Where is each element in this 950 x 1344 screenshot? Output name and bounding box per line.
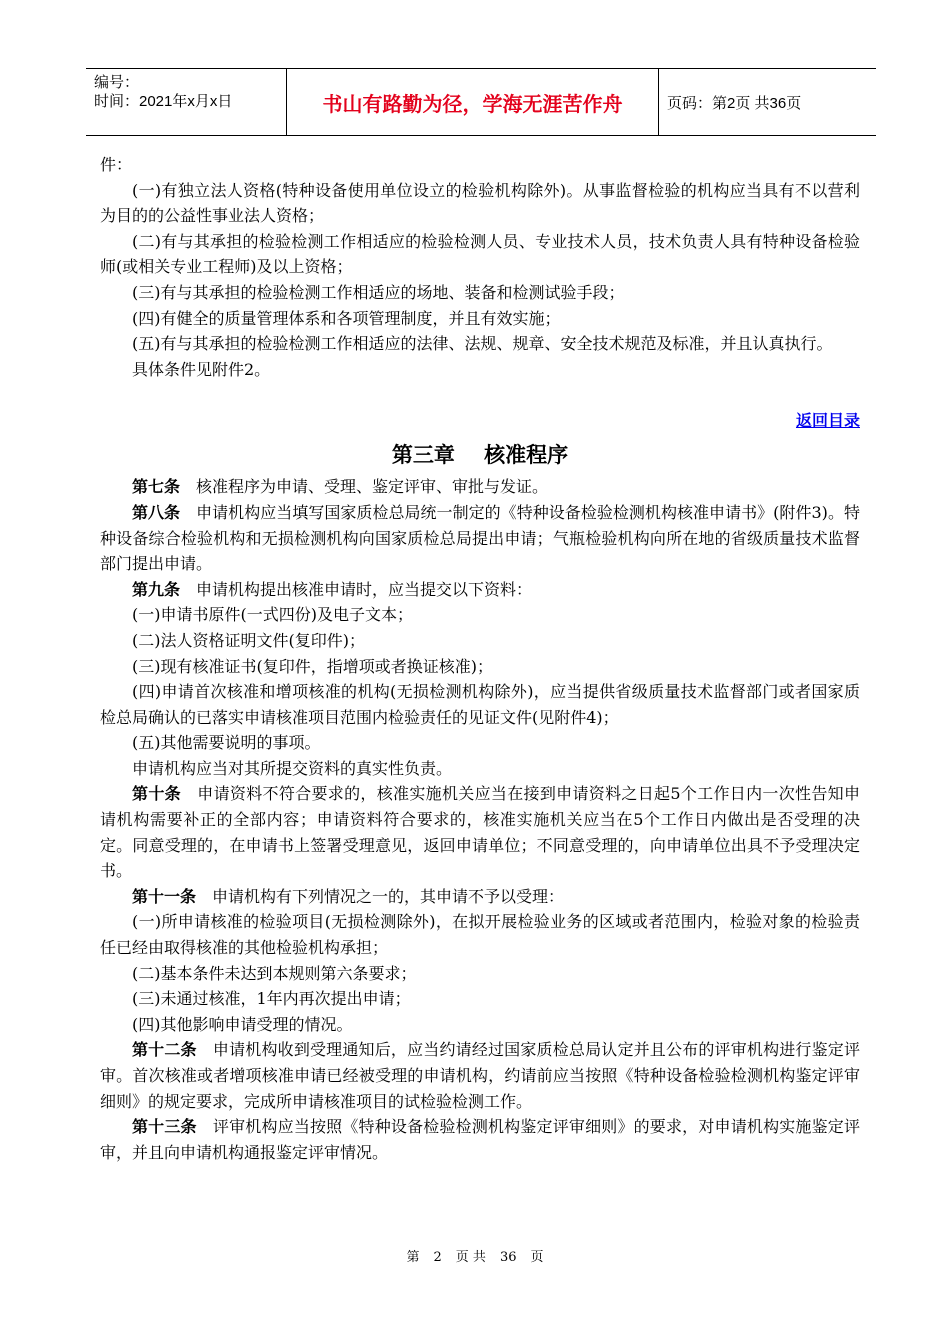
return-to-toc-link[interactable]: 返回目录 xyxy=(795,411,860,431)
paragraph: (五)有与其承担的检验检测工作相适应的法律、法规、规章、安全技术规范及标准，并且认真执行。 xyxy=(132,334,833,354)
article-paragraph xyxy=(100,781,860,883)
article-paragraph xyxy=(100,1037,860,1114)
list-item: (三)现有核准证书(复印件，指增项或者换证核准)； xyxy=(132,656,493,676)
paragraph: (三)有与其承担的检验检测工作相适应的场地、装备和检测试验手段； xyxy=(132,282,625,302)
paragraph: (二)有与其承担的检验检测工作相适应的检验检测人员、专业技术人员，技术负责人具有特种设备检验师(或相关专业工程师)及以上资格； xyxy=(100,231,860,277)
article-paragraph xyxy=(100,884,860,910)
article-label: 第十二条 xyxy=(132,1040,197,1060)
article-paragraph xyxy=(100,474,860,500)
list-item: (四)申请首次核准和增项核准的机构(无损检测机构除外)，应当提供省级质量技术监督部门或者国家质检总局确认的已落实申请核准项目范围内检验责任的见证文件(见附件4)； xyxy=(100,682,860,727)
list-item: (四)其他影响申请受理的情况。 xyxy=(132,1014,353,1034)
article-text: 评审机构应当按照《特种设备检验检测机构鉴定评审细则》的要求，对申请机构实施鉴定评审，并且向申请机构通报鉴定评审情况。 xyxy=(100,1117,860,1162)
footer-total-pages: 36 xyxy=(499,1250,517,1265)
article-label: 第十条 xyxy=(132,784,181,804)
paragraph: (一)有独立法人资格(特种设备使用单位设立的检验机构除外)。从事监督检验的机构应当具有不以营利为目的的公益性事业法人资格； xyxy=(100,180,860,226)
article-text: 申请资料不符合要求的，核准实施机关应当在接到申请资料之日起5个工作日内一次性告知申请机构需要补正的全部内容；申请资料符合要求的，核准实施机关应当在5个工作日内做出是否受理的决定。同意受理的，在申请书上签署受理意见，返回申请单位；不同意受理的，向申请单位出具不予受理决定书。 xyxy=(100,784,860,881)
article-paragraph xyxy=(100,500,860,577)
footer-prefix: 第 xyxy=(406,1250,420,1265)
article-text: 核准程序为申请、受理、鉴定评审、审批与发证。 xyxy=(196,477,549,497)
footer-page-number: 2 xyxy=(433,1250,442,1265)
chapter-title: 第三章 核准程序 xyxy=(391,443,569,468)
paragraph: 申请机构应当对其所提交资料的真实性负责。 xyxy=(132,758,453,778)
header-page-info: 页码：第2页 共36页 xyxy=(667,94,802,112)
doc-number-label: 编号： xyxy=(94,74,140,91)
list-item: (一)所申请核准的检验项目(无损检测除外)，在拟开展检验业务的区域或者范围内，检验对象的检验责任已经由取得核准的其他检验机构承担； xyxy=(100,912,860,958)
paragraph: 件： xyxy=(100,155,133,174)
header-meta xyxy=(86,69,286,135)
document-body xyxy=(100,152,860,1165)
article-label: 第八条 xyxy=(132,502,181,522)
header-motto: 书山有路勤为径，学海无涯苦作舟 xyxy=(286,69,659,135)
article-label: 第九条 xyxy=(132,579,181,599)
page-header xyxy=(86,68,876,136)
article-label: 第七条 xyxy=(132,477,181,497)
page-footer xyxy=(0,1246,950,1265)
article-paragraph xyxy=(100,1114,860,1165)
article-text: 申请机构收到受理通知后，应当约请经过国家质检总局认定并且公布的评审机构进行鉴定评审。首次核准或者增项核准申请已经被受理的申请机构，约请前应当按照《特种设备检验检测机构鉴定评审细则》的规定要求，完成所申请核准项目的试检验检测工作。 xyxy=(100,1040,860,1111)
article-paragraph xyxy=(100,577,860,603)
article-text: 申请机构提出核准申请时，应当提交以下资料： xyxy=(196,579,533,599)
list-item: (三)未通过核准，1年内再次提出申请； xyxy=(132,989,411,1009)
article-text: 申请机构有下列情况之一的，其申请不予以受理： xyxy=(212,886,565,906)
list-item: (二)基本条件未达到本规则第六条要求； xyxy=(132,963,417,983)
paragraph: 具体条件见附件2。 xyxy=(132,359,271,379)
article-text: 申请机构应当填写国家质检总局统一制定的《特种设备检验检测机构核准申请书》(附件3)。特种设备综合检验机构和无损检测机构向国家质检总局提出申请；气瓶检验机构向所在地的省级质量技术监督部门提出申请。 xyxy=(100,502,860,574)
footer-mid: 页 共 xyxy=(455,1250,486,1265)
paragraph: (四)有健全的质量管理体系和各项管理制度，并且有效实施； xyxy=(132,308,561,328)
list-item: (二)法人资格证明文件(复印件)； xyxy=(132,630,365,650)
article-label: 第十一条 xyxy=(132,886,197,906)
doc-time-label: 时间：2021年x月x日 xyxy=(94,93,233,110)
footer-suffix: 页 xyxy=(530,1250,544,1265)
return-row xyxy=(100,408,860,434)
list-item: (五)其他需要说明的事项。 xyxy=(132,733,321,753)
list-item: (一)申请书原件(一式四份)及电子文本； xyxy=(132,605,413,625)
article-label: 第十三条 xyxy=(132,1117,197,1137)
